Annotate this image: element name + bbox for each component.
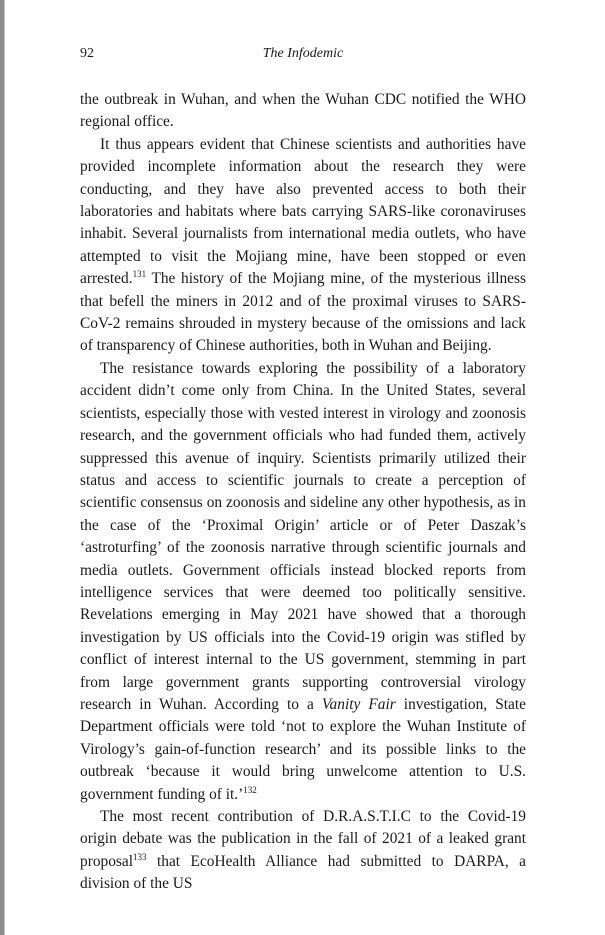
running-title: The Infodemic <box>262 46 344 61</box>
paragraph-text: investigation, State Department officials were told ‘not to explore the Wuhan Institute of Virology’s gain-of-function research’ and its possible links to the outbreak ‘because it would bring unwelcome attention to U.S. government funding of it.’ <box>80 695 526 803</box>
paragraph-3 <box>80 358 526 806</box>
footnote-ref-131[interactable]: 131 <box>132 269 147 280</box>
body-text <box>80 89 526 896</box>
publication-title: Vanity Fair <box>321 695 396 713</box>
paragraph-2 <box>80 134 526 358</box>
paragraph-text: that EcoHealth Alliance had submitted to DARPA, a division of the US <box>80 852 526 893</box>
paragraph-text: the outbreak in Wuhan, and when the Wuhan CDC notified the WHO regional office. <box>80 91 526 131</box>
paragraph-4 <box>80 806 526 896</box>
paragraph-text: The resistance towards exploring the possibility of a laboratory accident didn’t come only from China. In the United States, several scientists, especially those with vested interest in virology and zoonosis research, and the government officials who had funded them, actively suppressed this avenue of inquiry. Scientists primarily utilized their status and access to scientific journals to create a perception of scientific consensus on zoonosis and sideline any other hypothesis, as in the case of the ‘Proximal Origin’ article or of Peter Daszak’s ‘astroturfing’ of the zoonosis narrative through scientific journals and media outlets. Government officials instead blocked reports from intelligence services that were deemed too politically sensitive. Revelations emerging in May 2021 have showed that a thorough investigation by US officials into the Covid-19 origin was stifled by conflict of interest internal to the US government, stemming in part from large government grants supporting controversial virology research in Wuhan. According to a <box>80 359 526 713</box>
paragraph-text: The most recent contribution of D.R.A.S.T.I.C to the Covid-19 origin debate was the publication in the fall of 2021 of a leaked grant proposal <box>80 808 526 870</box>
footnote-ref-132[interactable]: 132 <box>243 784 257 795</box>
running-head <box>80 45 526 63</box>
page-number: 92 <box>80 46 94 61</box>
page-edge-strip <box>0 0 5 935</box>
paragraph-text: It thus appears evident that Chinese scientists and authorities have provided incomplete information about the research they were conducting, and they have also prevented access to both their laboratories and habitats where bats carrying SARS-like coronaviruses inhabit. Several journalists from international media outlets, who have attempted to visit the Mojiang mine, have been stopped or even arrested. <box>80 135 526 288</box>
paragraph-1 <box>80 89 526 134</box>
paragraph-text: The history of the Mojiang mine, of the mysterious illness that befell the miners in 2012 and of the proximal viruses to SARS-CoV-2 remains shrouded in mystery because of the omissions and lack of transparency of Chinese authorities, both in Wuhan and Beijing. <box>80 270 526 355</box>
footnote-ref-133[interactable]: 133 <box>133 851 147 862</box>
